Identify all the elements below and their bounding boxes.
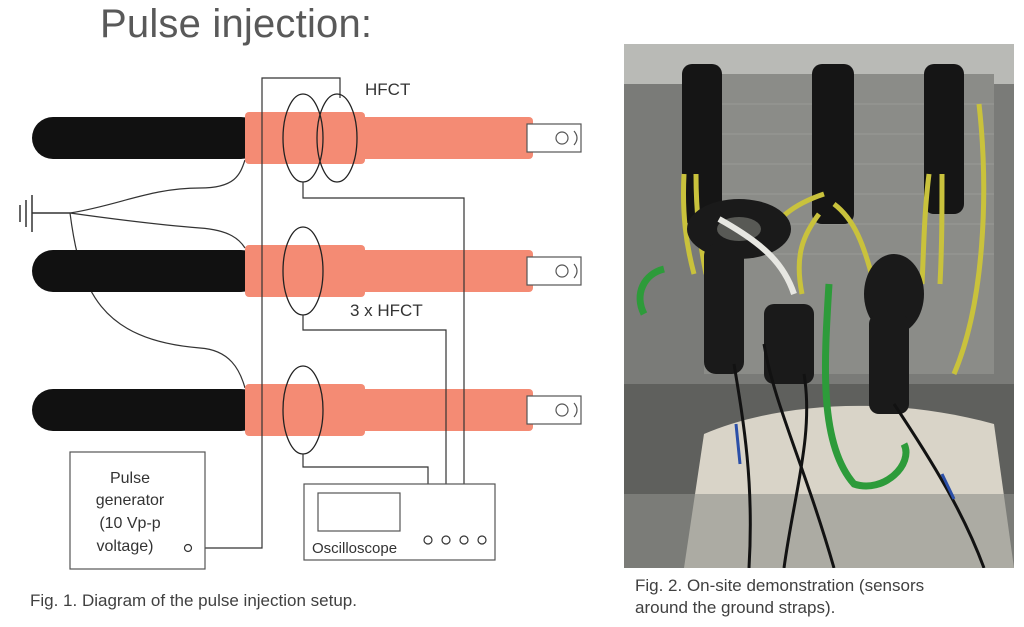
pulse-generator-line-3: (10 Vp-p xyxy=(99,515,161,532)
cable-2-sleeve xyxy=(245,245,365,297)
fig1-caption: Fig. 1. Diagram of the pulse injection setup. xyxy=(30,591,357,610)
pulse-generator-output-terminal xyxy=(185,545,192,552)
page-title: Pulse injection: xyxy=(100,2,373,46)
cable-3-sleeve xyxy=(245,384,365,436)
cable-2-black-section xyxy=(32,250,262,292)
hfct-3x-label: 3 x HFCT xyxy=(350,301,423,320)
pulse-generator xyxy=(70,452,205,569)
oscilloscope-channel-3 xyxy=(460,536,468,544)
cable-1-lug xyxy=(527,124,581,152)
fig2-caption-line-1: Fig. 2. On-site demonstration (sensors xyxy=(635,576,925,595)
pulse-generator-line-4: voltage) xyxy=(96,538,154,555)
fig2-caption xyxy=(635,575,924,619)
cable-2-lug xyxy=(527,257,581,285)
oscilloscope-channel-2 xyxy=(442,536,450,544)
ground-symbol xyxy=(20,195,70,232)
oscilloscope-label: Oscilloscope xyxy=(312,540,398,557)
oscilloscope-channel-1 xyxy=(424,536,432,544)
cable-3-lug xyxy=(527,396,581,424)
cable-1-black-section xyxy=(32,117,262,159)
cable-3 xyxy=(32,384,581,436)
measurement-wires xyxy=(303,182,464,535)
on-site-photo-illustration xyxy=(624,44,1014,568)
cable-1 xyxy=(32,112,581,164)
cable-2 xyxy=(32,245,581,297)
pulse-generator-line-1: Pulse xyxy=(109,470,151,487)
oscilloscope xyxy=(304,484,495,560)
fig2-caption-line-2: around the ground straps). xyxy=(635,598,836,617)
oscilloscope-channel-4 xyxy=(478,536,486,544)
hfct-label: HFCT xyxy=(365,80,411,99)
cable-3-black-section xyxy=(32,389,262,431)
cable-1-sleeve xyxy=(245,112,365,164)
pulse-generator-line-2: generator xyxy=(95,492,165,509)
oscilloscope-screen xyxy=(318,493,400,531)
on-site-photo xyxy=(624,44,1014,568)
